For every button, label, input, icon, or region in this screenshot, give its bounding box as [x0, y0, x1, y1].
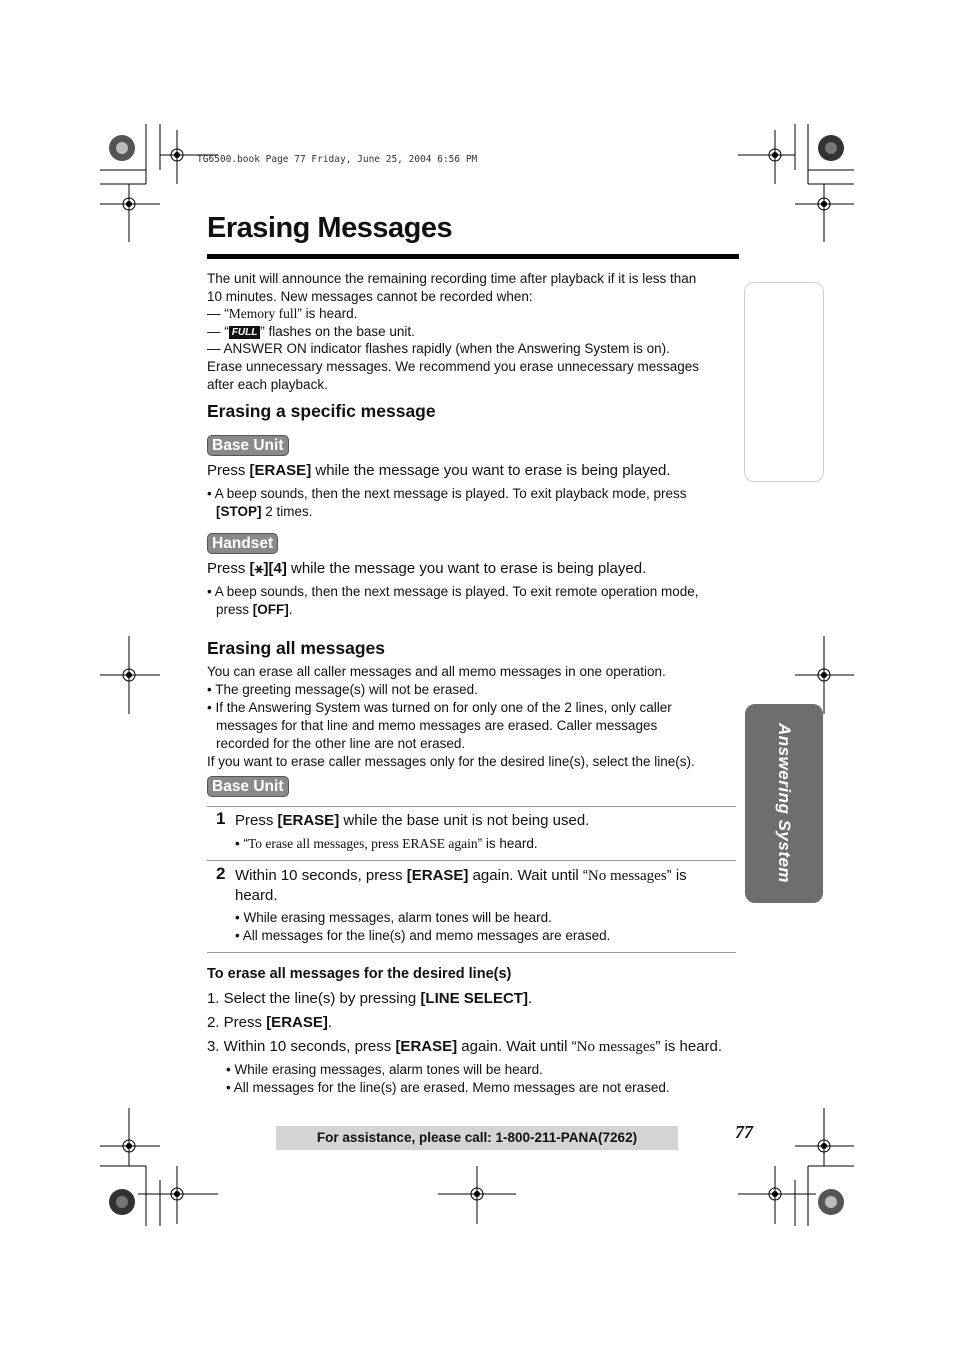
- intro-line: 10 minutes. New messages cannot be recorded when:: [207, 288, 533, 304]
- page-number: 77: [735, 1122, 753, 1142]
- page-title: Erasing Messages: [207, 212, 453, 244]
- step-text: Press [ERASE] while the base unit is not being used.: [235, 812, 590, 829]
- divider: [207, 860, 736, 861]
- instruction: Press [ERASE] while the message you want to erase is being played.: [207, 462, 671, 479]
- base-unit-tag: Base Unit: [207, 435, 289, 456]
- file-info: TG6500.book Page 77 Friday, June 25, 2004 6:56 PM: [197, 154, 478, 165]
- divider: [207, 952, 736, 953]
- handset-tag: Handset: [207, 533, 278, 554]
- dash-item: — “ FULL ” flashes on the base unit.: [207, 323, 415, 339]
- base-unit-tag: Base Unit: [207, 776, 289, 797]
- subsection-heading: To erase all messages for the desired line(s): [207, 966, 512, 982]
- section-heading: Erasing all messages: [207, 638, 386, 658]
- intro-line: The unit will announce the remaining recording time after playback if it is less than: [207, 271, 697, 286]
- step-number: 1: [216, 809, 226, 828]
- numbered-item: 2. Press [ERASE].: [207, 1014, 333, 1031]
- side-tab-label: Answering System: [775, 722, 794, 884]
- assistance-footer: For assistance, please call: 1-800-211-PANA(7262): [276, 1126, 678, 1150]
- side-tab-placeholder: [744, 282, 824, 482]
- step-number: 2: [216, 864, 226, 883]
- erase-all-info: You can erase all caller messages and all memo messages in one operation. • The greeting message(s) will not be erased. • If the Answering System was turned on for only one of the 2 lines, only caller messages for that line and memo messages are erased. Caller messages recorded for the other line are not erased. If you want to erase caller messages only for the desired line(s), select the line(s).: [207, 664, 695, 769]
- note: • A beep sounds, then the next message is played. To exit remote operation mode, press [OFF].: [207, 584, 699, 617]
- step-note: • “To erase all messages, press ERASE again” is heard.: [235, 836, 538, 851]
- numbered-item: 3. Within 10 seconds, press [ERASE] again. Wait until “No messages” is heard.: [207, 1038, 723, 1055]
- instruction: Press [⚹][4] while the message you want to erase is being played.: [207, 560, 647, 577]
- note: • A beep sounds, then the next message is played. To exit playback mode, press [STOP] 2 times.: [207, 486, 687, 519]
- step-text: Within 10 seconds, press [ERASE] again. Wait until “No messages” is heard.: [235, 867, 687, 904]
- intro-line: after each playback.: [207, 376, 328, 392]
- section-heading: Erasing a specific message: [207, 401, 436, 421]
- numbered-item: 1. Select the line(s) by pressing [LINE SELECT].: [207, 990, 533, 1007]
- intro-line: Erase unnecessary messages. We recommend you erase unnecessary messages: [207, 358, 699, 374]
- dash-item: — ANSWER ON indicator flashes rapidly (when the Answering System is on).: [207, 341, 670, 357]
- divider: [207, 806, 736, 807]
- intro-block: [207, 270, 742, 393]
- full-indicator-icon: FULL: [229, 326, 261, 339]
- title-rule: [207, 254, 739, 259]
- step-notes: • While erasing messages, alarm tones will be heard. • All messages for the line(s) and memo messages are erased.: [235, 910, 611, 943]
- dash-item: — “Memory full” is heard.: [207, 306, 358, 322]
- item-notes: • While erasing messages, alarm tones will be heard. • All messages for the line(s) are erased. Memo messages are not erased.: [226, 1062, 670, 1095]
